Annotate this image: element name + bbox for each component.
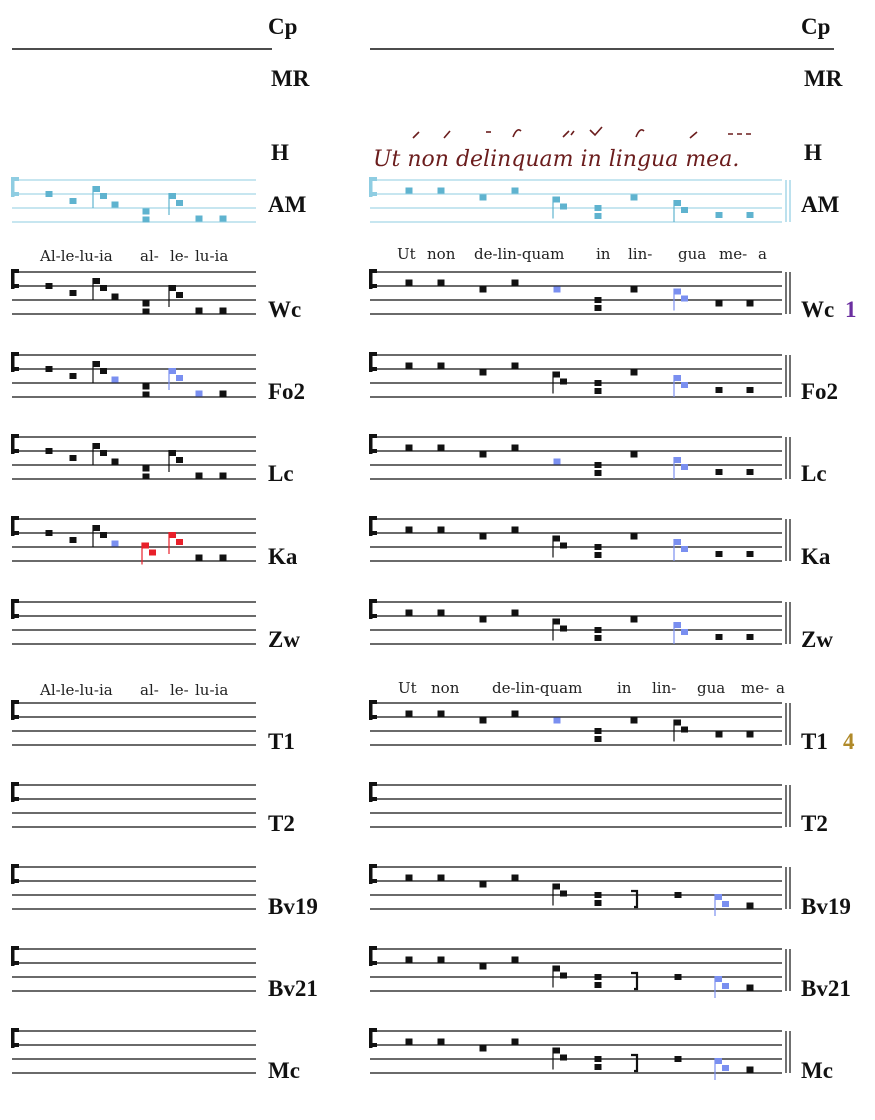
label-mr-left: MR: [271, 66, 310, 91]
clef-icon: [371, 599, 377, 603]
neume-note: [716, 387, 723, 393]
neume-note: [169, 285, 176, 291]
neume-note: [595, 1064, 602, 1070]
neume-note: [100, 532, 107, 538]
neume-note: [681, 207, 688, 213]
neume-note: [747, 985, 754, 991]
clef-icon: [13, 797, 19, 801]
lyric-syllable: lu-ia: [195, 681, 229, 699]
neume-note: [46, 366, 53, 372]
neume-note: [46, 530, 53, 536]
neume-note: [681, 296, 688, 302]
clef-icon: [13, 782, 19, 786]
lyric-syllable: non: [427, 245, 456, 263]
neume-note: [716, 732, 723, 738]
neume-note: [631, 452, 638, 458]
neume-note: [438, 1039, 445, 1045]
clef-icon: [13, 269, 19, 273]
row-label: Fo2: [268, 379, 306, 404]
clef-icon: [13, 434, 19, 438]
neume-note: [196, 216, 203, 222]
neume-note: [674, 539, 681, 545]
neume-note: [595, 892, 602, 898]
staff-row-zw: [11, 599, 833, 652]
staff-row-fo2: [11, 352, 838, 404]
neume-note: [176, 375, 183, 381]
clef-icon: [371, 284, 377, 288]
neume-note: [196, 391, 203, 397]
row-label: Ka: [801, 544, 831, 569]
neume-note: [715, 894, 722, 900]
neume-note: [406, 610, 413, 616]
neume-quilisma: [631, 973, 637, 989]
neume-note: [631, 370, 638, 376]
row-label: Ka: [268, 544, 298, 569]
neume-note: [747, 732, 754, 738]
clef-icon: [13, 192, 19, 196]
neume-note: [149, 550, 156, 556]
clef-icon: [371, 269, 377, 273]
clef-icon: [371, 715, 377, 719]
neume-note: [169, 532, 176, 538]
neume-note: [595, 305, 602, 311]
neume-note: [716, 551, 723, 557]
lyric-syllable: Ut: [398, 679, 417, 697]
lyrics-left-2: [39, 681, 228, 699]
neume-note: [553, 619, 560, 625]
neume-note: [560, 204, 567, 210]
lyrics-left-1: [39, 247, 228, 265]
neume-note: [512, 610, 519, 616]
lyric-syllable: in: [596, 245, 611, 263]
neume-note: [46, 283, 53, 289]
neume-note: [169, 450, 176, 456]
neume-note: [674, 200, 681, 206]
neume-note: [722, 1065, 729, 1071]
neume-note: [438, 188, 445, 194]
neume-note: [480, 718, 487, 724]
row-label: T1: [268, 729, 295, 754]
neume-note: [674, 375, 681, 381]
neume-note: [480, 452, 487, 458]
neume-note: [554, 459, 561, 465]
staff-row-am: [11, 177, 840, 223]
neume-note: [112, 202, 119, 208]
clef-icon: [371, 192, 377, 196]
neume-note: [169, 368, 176, 374]
neume-note: [553, 966, 560, 972]
neume-note: [631, 617, 638, 623]
neume-note: [675, 974, 682, 980]
lyric-syllable: le-: [170, 247, 189, 265]
neume-note: [480, 287, 487, 293]
neume-note: [595, 1056, 602, 1062]
clef-icon: [13, 531, 19, 535]
label-cp-left: Cp: [268, 14, 298, 39]
neume-note: [480, 882, 487, 888]
row-label: Bv19: [801, 894, 851, 919]
neume-note: [406, 363, 413, 369]
clef-icon: [13, 284, 19, 288]
neume-note: [93, 278, 100, 284]
clef-icon: [13, 352, 19, 356]
row-label: Bv21: [268, 976, 318, 1001]
neume-note: [406, 280, 413, 286]
neume-note: [747, 903, 754, 909]
staff-row-bv21: [11, 946, 851, 1001]
clef-icon: [371, 1028, 377, 1032]
staff-row-t1: [11, 700, 855, 754]
neume-note: [595, 627, 602, 633]
neume-note: [512, 875, 519, 881]
neume-note: [169, 193, 176, 199]
neume-note: [681, 727, 688, 733]
neume-note: [722, 983, 729, 989]
neume-note: [70, 290, 77, 296]
clef-icon: [371, 367, 377, 371]
clef-icon: [13, 177, 19, 181]
neume-note: [512, 527, 519, 533]
neume-note: [595, 470, 602, 476]
neume-note: [560, 1055, 567, 1061]
neume-note: [438, 445, 445, 451]
neume-note: [438, 957, 445, 963]
clef-icon: [371, 946, 377, 950]
neume-note: [406, 711, 413, 717]
staff-row-wc: [11, 269, 857, 322]
row-label: Zw: [268, 627, 300, 652]
neume-note: [143, 466, 150, 472]
neume-note: [595, 205, 602, 211]
staff-row-bv19: [11, 864, 851, 919]
neume-note: [716, 634, 723, 640]
neume-note: [560, 379, 567, 385]
lyric-syllable: gua: [697, 679, 726, 697]
neume-note: [176, 539, 183, 545]
lyric-syllable: de-lin-quam: [474, 245, 565, 263]
neume-note: [553, 884, 560, 890]
neume-note: [406, 1039, 413, 1045]
neume-note: [438, 610, 445, 616]
neume-note: [438, 711, 445, 717]
neume-note: [631, 718, 638, 724]
neume-note: [747, 1067, 754, 1073]
neume-note: [595, 635, 602, 641]
neume-note: [747, 387, 754, 393]
neume-quilisma: [631, 891, 637, 907]
lyric-syllable: gua: [678, 245, 707, 263]
clef-icon: [13, 516, 19, 520]
neume-note: [512, 280, 519, 286]
lyric-syllable: lin-: [652, 679, 677, 697]
neume-note: [70, 537, 77, 543]
row-label: Mc: [268, 1058, 300, 1083]
neume-note: [554, 718, 561, 724]
clef-icon: [13, 946, 19, 950]
lyric-syllable: lu-ia: [195, 247, 229, 265]
neume-note: [406, 527, 413, 533]
clef-icon: [13, 1043, 19, 1047]
staff-row-lc: [11, 434, 827, 486]
neume-note: [143, 301, 150, 307]
row-label: T1: [801, 729, 828, 754]
lyric-syllable: in: [617, 679, 632, 697]
neume-note: [176, 292, 183, 298]
neume-note: [681, 546, 688, 552]
staff-row-t2: [11, 782, 828, 836]
neume-note: [143, 309, 150, 315]
neume-note: [631, 287, 638, 293]
clef-icon: [371, 531, 377, 535]
clef-icon: [371, 879, 377, 883]
neume-note: [747, 301, 754, 307]
neume-note: [674, 622, 681, 628]
neume-note: [480, 534, 487, 540]
neume-note: [595, 388, 602, 394]
clef-icon: [371, 797, 377, 801]
neume-note: [722, 901, 729, 907]
neume-note: [176, 457, 183, 463]
neume-note: [595, 544, 602, 550]
neume-note: [100, 285, 107, 291]
lyric-syllable: Al-le-lu-ia: [40, 247, 113, 265]
neume-note: [143, 384, 150, 390]
lyric-syllable: non: [431, 679, 460, 697]
clef-icon: [371, 864, 377, 868]
neume-note: [220, 308, 227, 314]
neume-note: [595, 728, 602, 734]
staff-rows: [11, 177, 857, 1083]
neume-note: [674, 457, 681, 463]
neume-note: [112, 377, 119, 383]
lyric-syllable: Al-le-lu-ia: [40, 681, 113, 699]
neume-note: [675, 892, 682, 898]
neume-note: [480, 370, 487, 376]
row-label: Mc: [801, 1058, 833, 1083]
row-label: Bv19: [268, 894, 318, 919]
row-label: Lc: [801, 461, 827, 486]
neume-note: [220, 473, 227, 479]
clef-icon: [13, 449, 19, 453]
clef-icon: [371, 449, 377, 453]
row-label: Wc: [268, 297, 302, 322]
neume-note: [220, 555, 227, 561]
clef-icon: [13, 700, 19, 704]
neume-note: [70, 198, 77, 204]
row-label: T2: [268, 811, 295, 836]
row-badge: 4: [843, 729, 855, 754]
clef-icon: [371, 434, 377, 438]
clef-icon: [371, 700, 377, 704]
clef-icon: [13, 1028, 19, 1032]
neume-note: [715, 1058, 722, 1064]
row-label: T2: [801, 811, 828, 836]
row-label: Wc: [801, 297, 835, 322]
neume-note: [512, 445, 519, 451]
lyric-syllable: al-: [140, 247, 159, 265]
row-label: Bv21: [801, 976, 851, 1001]
neume-note: [595, 900, 602, 906]
clef-icon: [13, 614, 19, 618]
neume-note: [674, 289, 681, 295]
lyric-syllable: me-: [719, 245, 748, 263]
neume-note: [480, 617, 487, 623]
lyrics-right-1: [397, 245, 767, 263]
neume-note: [46, 448, 53, 454]
clef-icon: [13, 961, 19, 965]
neume-note: [196, 473, 203, 479]
clef-icon: [13, 367, 19, 371]
neume-note: [554, 287, 561, 293]
neume-note: [143, 392, 150, 398]
neume-note: [715, 976, 722, 982]
row-label: AM: [268, 192, 307, 217]
lyric-syllable: de-lin-quam: [492, 679, 583, 697]
neume-note: [480, 195, 487, 201]
neume-note: [196, 308, 203, 314]
neume-note: [176, 200, 183, 206]
neume-note: [631, 534, 638, 540]
neume-note: [716, 212, 723, 218]
neume-note: [595, 297, 602, 303]
staff-row-mc: [11, 1028, 833, 1083]
neume-note: [595, 380, 602, 386]
neume-note: [560, 543, 567, 549]
lyric-syllable: Ut: [397, 245, 416, 263]
neume-note: [112, 459, 119, 465]
row-label: Fo2: [801, 379, 839, 404]
neume-note: [553, 536, 560, 542]
neume-note: [560, 626, 567, 632]
neume-note: [512, 1039, 519, 1045]
neume-note: [438, 527, 445, 533]
neume-note: [553, 372, 560, 378]
neume-note: [100, 193, 107, 199]
neume-quilisma: [631, 1055, 637, 1071]
neume-note: [595, 974, 602, 980]
neume-note: [438, 280, 445, 286]
neume-note: [681, 464, 688, 470]
neume-note: [675, 1056, 682, 1062]
neume-note: [143, 217, 150, 223]
neume-note: [100, 368, 107, 374]
staff-row-ka: [11, 516, 831, 569]
neume-note: [595, 213, 602, 219]
manuscript-neumes: [413, 127, 751, 138]
clef-icon: [371, 177, 377, 181]
label-h-right: H: [804, 140, 822, 165]
neume-note: [406, 875, 413, 881]
neume-note: [560, 973, 567, 979]
neume-note: [93, 443, 100, 449]
neume-note: [716, 301, 723, 307]
clef-icon: [371, 516, 377, 520]
neume-note: [143, 209, 150, 215]
neume-note: [143, 474, 150, 480]
neume-note: [70, 373, 77, 379]
neume-note: [70, 455, 77, 461]
neume-note: [406, 445, 413, 451]
neume-note: [631, 195, 638, 201]
label-h-left: H: [271, 140, 289, 165]
lyric-syllable: le-: [170, 681, 189, 699]
neume-note: [595, 552, 602, 558]
neume-note: [142, 543, 149, 549]
neume-note: [747, 469, 754, 475]
neume-note: [674, 720, 681, 726]
clef-icon: [13, 879, 19, 883]
neume-note: [220, 216, 227, 222]
neume-note: [747, 212, 754, 218]
label-mr-right: MR: [804, 66, 843, 91]
clef-icon: [371, 961, 377, 965]
neume-note: [406, 957, 413, 963]
clef-icon: [371, 614, 377, 618]
clef-icon: [13, 715, 19, 719]
neume-note: [595, 982, 602, 988]
neume-note: [112, 541, 119, 547]
clef-icon: [371, 1043, 377, 1047]
neume-note: [480, 964, 487, 970]
manuscript-text: Ut non delinquam in lingua mea.: [373, 147, 740, 172]
neume-note: [93, 361, 100, 367]
neume-note: [100, 450, 107, 456]
neume-note: [747, 634, 754, 640]
neume-note: [681, 382, 688, 388]
lyric-syllable: a: [776, 679, 785, 697]
neume-note: [93, 525, 100, 531]
neume-note: [480, 1046, 487, 1052]
neume-note: [512, 711, 519, 717]
neume-note: [716, 469, 723, 475]
lyric-syllable: me-: [741, 679, 770, 697]
clef-icon: [371, 352, 377, 356]
neume-note: [553, 197, 560, 203]
neume-note: [438, 875, 445, 881]
neume-note: [681, 629, 688, 635]
neume-note: [512, 957, 519, 963]
lyric-syllable: lin-: [628, 245, 653, 263]
neume-note: [46, 191, 53, 197]
neume-note: [560, 891, 567, 897]
neume-note: [112, 294, 119, 300]
neume-note: [595, 736, 602, 742]
neume-note: [438, 363, 445, 369]
clef-icon: [371, 782, 377, 786]
neume-note: [512, 188, 519, 194]
neume-note: [512, 363, 519, 369]
row-badge: 1: [845, 297, 857, 322]
neume-note: [553, 1048, 560, 1054]
neume-note: [406, 188, 413, 194]
neume-note: [196, 555, 203, 561]
label-cp-right: Cp: [801, 14, 831, 39]
row-label: Lc: [268, 461, 294, 486]
row-label: AM: [801, 192, 840, 217]
lyric-syllable: a: [758, 245, 767, 263]
lyrics-right-2: [398, 679, 785, 697]
neume-note: [747, 551, 754, 557]
clef-icon: [13, 599, 19, 603]
neume-note: [595, 462, 602, 468]
neume-note: [220, 391, 227, 397]
row-label: Zw: [801, 627, 833, 652]
lyric-syllable: al-: [140, 681, 159, 699]
neume-note: [93, 186, 100, 192]
clef-icon: [13, 864, 19, 868]
